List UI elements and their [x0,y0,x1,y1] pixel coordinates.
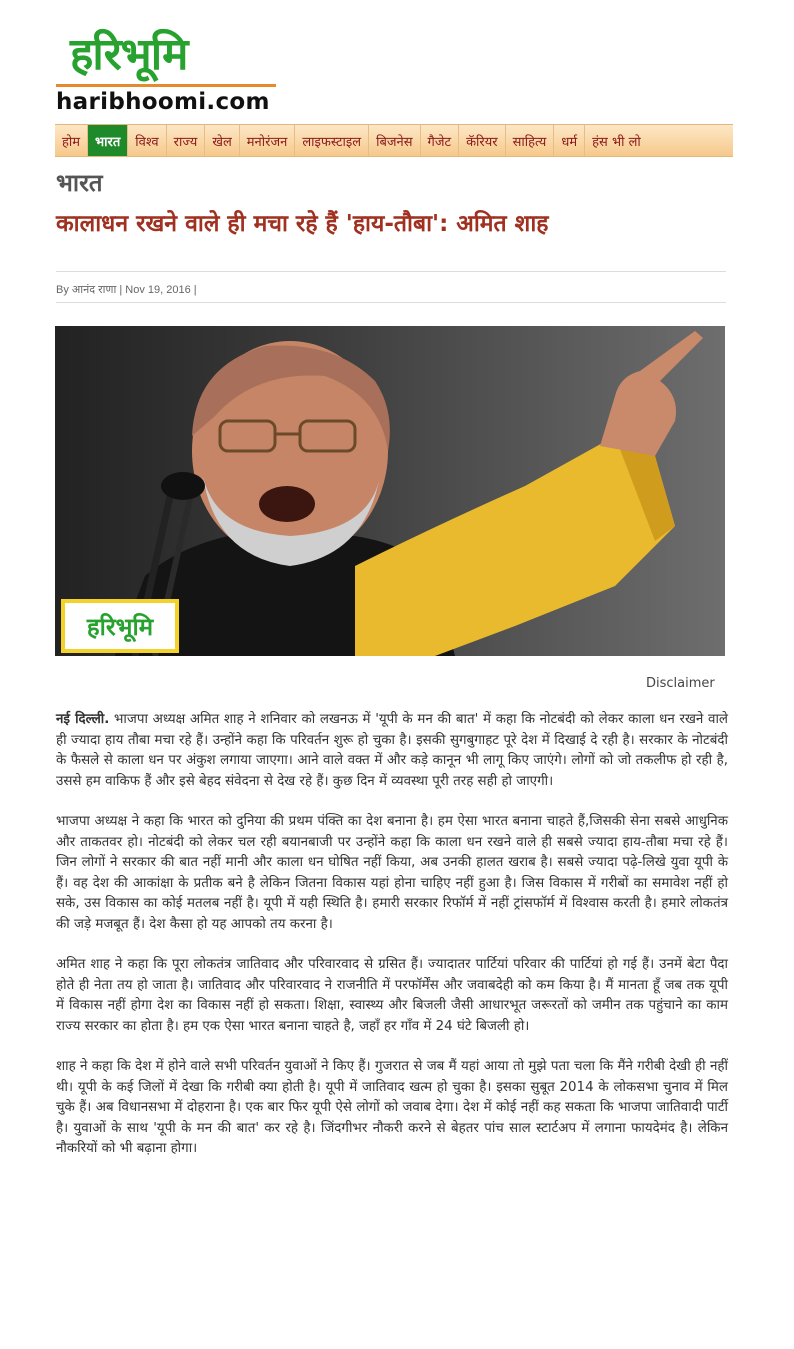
disclaimer-link[interactable]: Disclaimer [646,676,715,691]
nav-item-business[interactable]: बिजनेस [369,125,420,156]
nav-item-hans-bhi-lo[interactable]: हंस भी लो [592,134,641,150]
main-nav [55,124,733,157]
image-watermark-logo [61,599,179,653]
nav-item-rajya[interactable]: राज्य [167,125,206,156]
paragraph-1 [56,710,728,792]
divider-bottom [56,302,726,303]
article-headline: कालाधन रखने वाले ही मचा रहे हैं 'हाय-तौबा': अमित शाह [56,211,549,237]
watermark-text: हरिभूमि [86,612,154,641]
paragraph-3: अमित शाह ने कहा कि पूरा लोकतंत्र जातिवाद और परिवारवाद से ग्रसित हैं। ज्यादातर पार्टियां परिवार की पार्टियां हो गई हैं। उनमें बेटा पैदा होते ही नेता तय हो जाता है। जातिवाद और परिवारवाद ने राजनीति में परफॉर्मेंस और जवाबदेही को कम किया है। मैं मानता हूँ जब तक यूपी में विकास नहीं होगा देश का विकास नहीं हो सकता। शिक्षा, स्वास्थ्य और बिजली जैसी आधारभूत जरूरतों को जमीन तक पहुंचाने का काम राज्य सरकार का होता है। हम एक ऐसा भारत बनाना चाहते है, जहाँ हर गाँव में 24 घंटे बिजली हो। [56,957,728,1034]
site-logo[interactable] [56,30,278,116]
nav-item-khel[interactable]: खेल [205,125,239,156]
article-hero-image [55,326,725,656]
divider-top [56,271,726,272]
nav-item-home[interactable]: होम [55,125,88,156]
logo-hindi-text: हरिभूमि [70,29,188,80]
dateline: नई दिल्ली. [56,712,110,727]
article-body [56,710,728,1180]
paragraph-2: भाजपा अध्यक्ष ने कहा कि भारत को दुनिया की प्रथम पंक्ति का देश बनाना है। हम ऐसा भारत बनाना चाहते हैं,जिसकी सेना सबसे आधुनिक और ताकतवर हो। नोटबंदी को लेकर चल रही बयानबाजी पर उन्होंने कहा कि काला धन रखने वाले ही सबसे ज्यादा हाय-तौबा मचा रहे हैं। जिन लोगों ने सरकार की बात नहीं मानी और काला धन घोषित नहीं किया, अब उनकी हालत खराब है। सबसे ज्यादा पढ़े-लिखे युवा यूपी के हैं। वह देश की आकांक्षा के प्रतीक बने है लेकिन जितना विकास यहां होना चाहिए नहीं हुआ है। जिस विकास में गरीबों का समावेश नहीं हो सके, उस विकास का कोई मतलब नहीं है। यूपी में यही स्थिति है। हमारी सरकार रिफॉर्म में नहीं ट्रांसफॉर्म में विश्वास करती है। हमारे लोकतंत्र की जड़े मजबूत हैं। देश कैसा हो यह आपको तय करना है। [56,814,728,932]
nav-item-bharat[interactable]: भारत [88,125,128,156]
nav-item-dharm[interactable]: धर्म [554,125,585,156]
section-title: भारत [56,169,103,197]
nav-item-lifestyle[interactable]: लाइफस्टाइल [295,125,369,156]
nav-item-sahitya[interactable]: साहित्य [506,125,555,156]
logo-url-text: haribhoomi.com [56,89,270,115]
paragraph-1-text: भाजपा अध्यक्ष अमित शाह ने शनिवार को लखनऊ में 'यूपी के मन की बात' में कहा कि नोटबंदी को लेकर काला धन रखने वाले ही ज्यादा हाय तौबा मचा रहे हैं। उन्होंने कहा कि परिवर्तन शुरू हो चुका है। इसकी सुगबुगाहट पूरे देश में दिखाई दे रही है। सरकार के नोटबंदी के फैसले से काला धन पर अंकुश लगाया जाएगा। आने वाले वक्त में और कड़े कानून भी लागू किए जाएंगे। लोगों को जो तकलीफ हो रही है, उससे हम वाकिफ हैं और इसे बेहद संवेदना से देख रहे हैं। कुछ दिन में व्यवस्था पूरी तरह सही हो जाएगी। [56,712,728,789]
nav-item-manoranjan[interactable]: मनोरंजन [240,125,296,156]
nav-item-gadget[interactable]: गैजेट [421,125,460,156]
paragraph-4: शाह ने कहा कि देश में होने वाले सभी परिवर्तन युवाओं ने किए हैं। गुजरात से जब मैं यहां आया तो मुझे पता चला कि मैंने गरीबी देखी ही नहीं थी। यूपी के कई जिलों में देखा कि गरीबी क्या होती है। यूपी में जातिवाद खत्म हो चुका है। इसका सुबूत 2014 के लोकसभा चुनाव में मिल चुके हैं। अब विधानसभा में दोहराना है। एक बार फिर यूपी ऐसे लोगों को जवाब देगा। देश में कोई नहीं कह सकता कि भाजपा जातिवादी पार्टी है। युवाओं के साथ 'यूपी के मन की बात' कर रहे है। जिंदगीभर नौकरी करने से बेहतर पांच साल स्टार्टअप में लगाना फायदेमंद है। लेकिन नौकरियों को भी बढ़ाना होगा। [56,1059,728,1156]
nav-item-vishwa[interactable]: विश्व [128,125,166,156]
nav-item-career[interactable]: कॅरियर [459,125,506,156]
logo-underline [56,84,276,87]
article-byline: By आनंद राणा | Nov 19, 2016 | [56,284,197,296]
